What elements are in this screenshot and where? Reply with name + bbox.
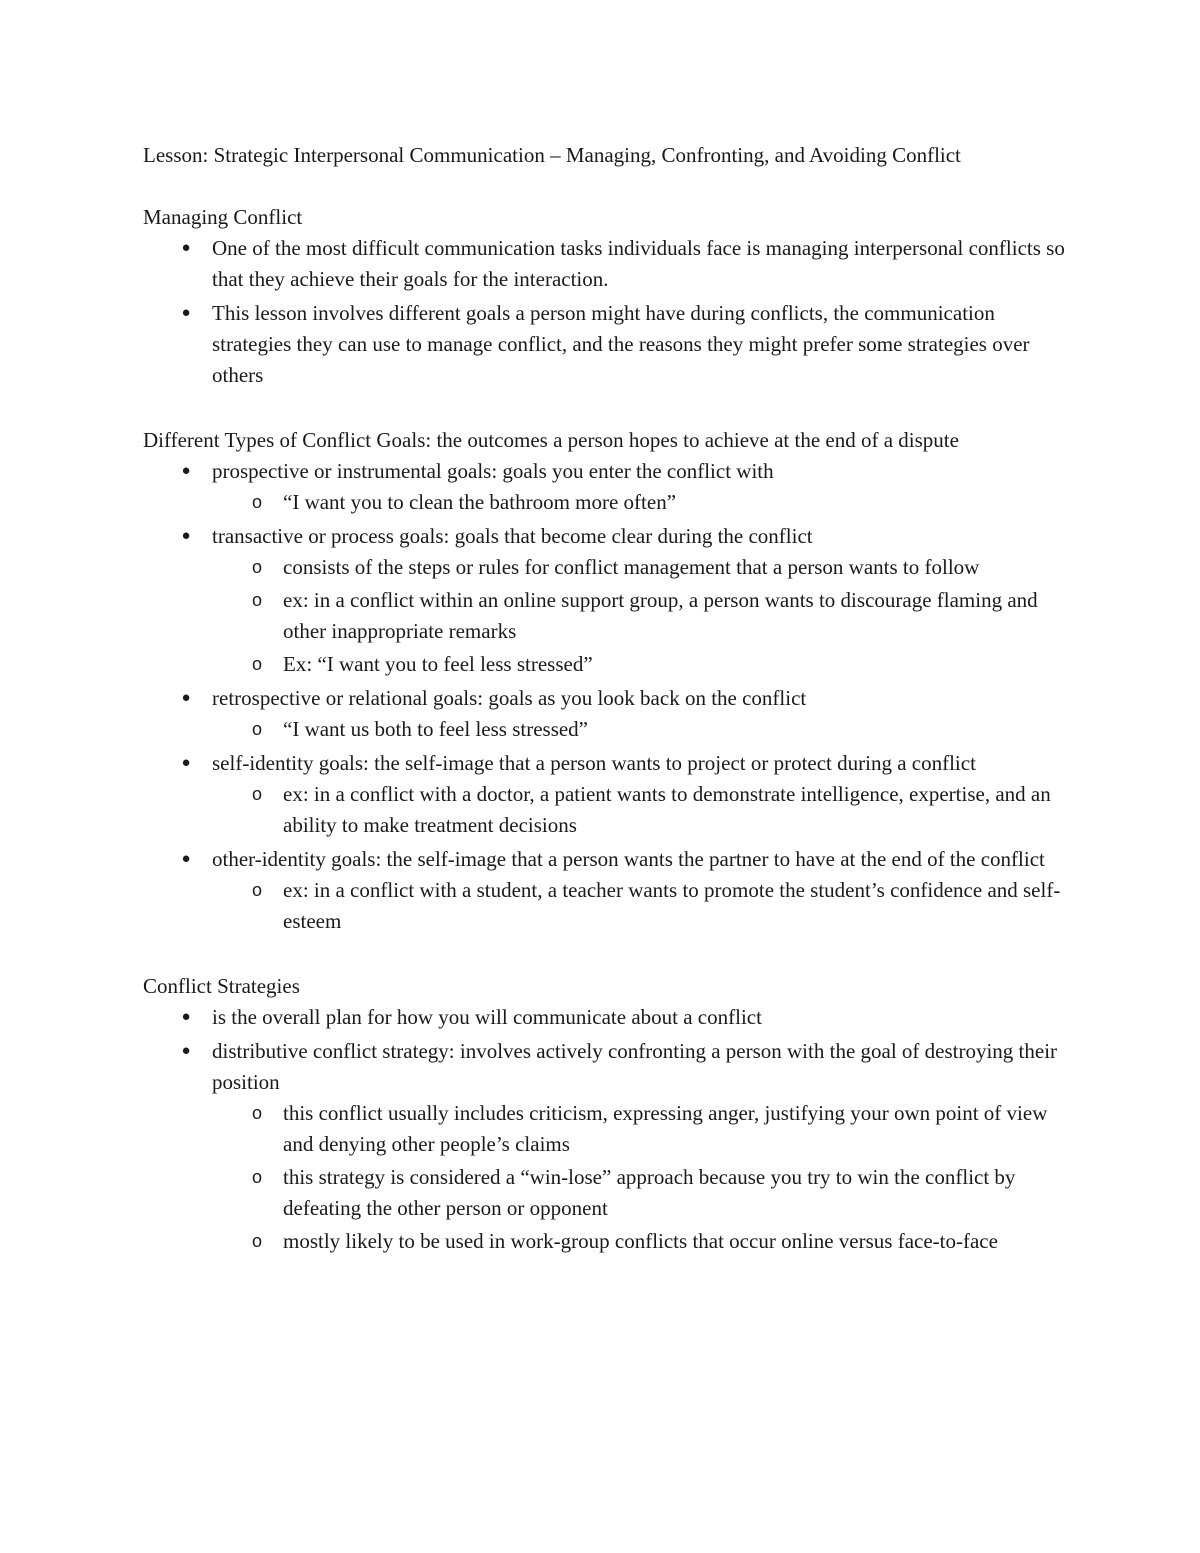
list-item: [181, 298, 1073, 391]
section-heading: Conflict Strategies: [143, 974, 300, 998]
bullet-dot-icon: ●: [181, 463, 191, 479]
sub-list-item: [251, 779, 1073, 841]
list-item-text: self-identity goals: the self-image that a person wants to project or protect during a conflict: [212, 751, 976, 775]
sub-bullet-list: [212, 487, 1073, 518]
bullet-list: [143, 233, 1073, 391]
list-item: [181, 748, 1073, 841]
bullet-dot-icon: ●: [181, 755, 191, 771]
sub-list-item-text: mostly likely to be used in work-group conflicts that occur online versus face-to-face: [283, 1229, 998, 1253]
sub-list-item: [251, 1226, 1073, 1257]
sub-list-item: [251, 585, 1073, 647]
bullet-dot-icon: ●: [181, 690, 191, 706]
sub-bullet-list: [212, 552, 1073, 680]
document-page: [143, 140, 1073, 1260]
section-spacer: [143, 171, 1073, 202]
sub-list-item: [251, 714, 1073, 745]
list-item: [181, 844, 1073, 937]
section-heading: Different Types of Conflict Goals: the outcomes a person hopes to achieve at the end of a dispute: [143, 428, 959, 452]
sub-bullet-list: [212, 714, 1073, 745]
bullet-dot-icon: ●: [181, 851, 191, 867]
bullet-circle-icon: o: [251, 1103, 262, 1123]
bullet-dot-icon: ●: [181, 1009, 191, 1025]
bullet-circle-icon: o: [251, 719, 262, 739]
sub-list-item-text: this strategy is considered a “win-lose” approach because you try to win the conflict by defeating the other person or opponent: [283, 1165, 1016, 1220]
sub-list-item: [251, 1098, 1073, 1160]
sections-container: [143, 171, 1073, 1257]
list-item-text: other-identity goals: the self-image that a person wants the partner to have at the end of the conflict: [212, 847, 1045, 871]
sub-list-item-text: ex: in a conflict with a doctor, a patient wants to demonstrate intelligence, expertise, and an ability to make treatment decisions: [283, 782, 1051, 837]
list-item-text: This lesson involves different goals a person might have during conflicts, the communication strategies they can use to manage conflict, and the reasons they might prefer some strategies over others: [212, 301, 1030, 387]
list-item-text: is the overall plan for how you will communicate about a conflict: [212, 1005, 762, 1029]
sub-bullet-list: [212, 779, 1073, 841]
bullet-list: [143, 1002, 1073, 1257]
sub-list-item-text: ex: in a conflict with a student, a teacher wants to promote the student’s confidence and self-esteem: [283, 878, 1061, 933]
section-spacer: [143, 394, 1073, 425]
sub-list-item-text: “I want us both to feel less stressed”: [283, 717, 589, 741]
bullet-dot-icon: ●: [181, 528, 191, 544]
sub-list-item: [251, 875, 1073, 937]
sub-list-item-text: this conflict usually includes criticism, expressing anger, justifying your own point of view and denying other people’s claims: [283, 1101, 1048, 1156]
sub-list-item: [251, 552, 1073, 583]
bullet-circle-icon: o: [251, 557, 262, 577]
sub-list-item-text: ex: in a conflict within an online support group, a person wants to discourage flaming and other inappropriate remarks: [283, 588, 1038, 643]
sub-list-item: [251, 1162, 1073, 1224]
list-item: [181, 233, 1073, 295]
sub-list-item: [251, 487, 1073, 518]
list-item-text: distributive conflict strategy: involves actively confronting a person with the goal of destroying their position: [212, 1039, 1058, 1094]
list-item: [181, 683, 1073, 745]
sub-list-item-text: “I want you to clean the bathroom more often”: [283, 490, 677, 514]
bullet-circle-icon: o: [251, 654, 262, 674]
list-item-text: retrospective or relational goals: goals as you look back on the conflict: [212, 686, 807, 710]
list-item: [181, 1036, 1073, 1257]
section-heading: Managing Conflict: [143, 205, 303, 229]
sub-bullet-list: [212, 1098, 1073, 1257]
bullet-circle-icon: o: [251, 1167, 262, 1187]
section-spacer: [143, 940, 1073, 971]
bullet-circle-icon: o: [251, 784, 262, 804]
bullet-circle-icon: o: [251, 1231, 262, 1251]
bullet-list: [143, 456, 1073, 937]
sub-bullet-list: [212, 875, 1073, 937]
bullet-circle-icon: o: [251, 590, 262, 610]
sub-list-item-text: Ex: “I want you to feel less stressed”: [283, 652, 593, 676]
list-item: [181, 521, 1073, 680]
list-item-text: One of the most difficult communication tasks individuals face is managing interpersonal conflicts so that they achieve their goals for the interaction.: [212, 236, 1065, 291]
sub-list-item: [251, 649, 1073, 680]
list-item-text: prospective or instrumental goals: goals you enter the conflict with: [212, 459, 774, 483]
bullet-dot-icon: ●: [181, 240, 191, 256]
bullet-dot-icon: ●: [181, 1043, 191, 1059]
list-item: [181, 1002, 1073, 1033]
sub-list-item-text: consists of the steps or rules for conflict management that a person wants to follow: [283, 555, 980, 579]
bullet-dot-icon: ●: [181, 305, 191, 321]
list-item: [181, 456, 1073, 518]
document-title: Lesson: Strategic Interpersonal Communication – Managing, Confronting, and Avoiding Conflict: [143, 143, 961, 167]
bullet-circle-icon: o: [251, 880, 262, 900]
list-item-text: transactive or process goals: goals that become clear during the conflict: [212, 524, 813, 548]
bullet-circle-icon: o: [251, 492, 262, 512]
